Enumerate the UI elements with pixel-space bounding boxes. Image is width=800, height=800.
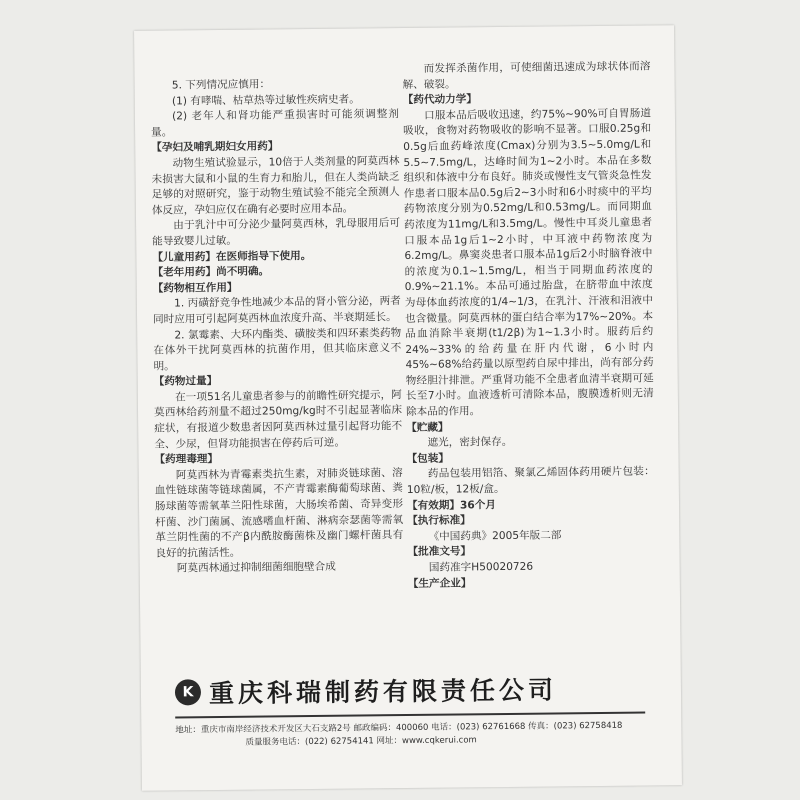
section-heading: 【老年用药】尚不明确。 <box>152 265 270 279</box>
paragraph: 2. 氯霉素、大环内酯类、磺胺类和四环素类药物在体外干扰阿莫西林的抗菌作用，但其临床意义不明。 <box>153 326 402 373</box>
paragraph: 由于乳汁中可分泌少量阿莫西林，乳母服用后可能导致婴儿过敏。 <box>152 217 401 248</box>
paragraph: 在一项51名儿童患者参与的前瞻性研究提示，阿莫西林给药剂量不超过250mg/kg时不引起显著临床症状，有报道少数患者因阿莫西林过量引起肾功能不全、少尿，但肾功能损害在停药后可逆。 <box>153 388 403 451</box>
paragraph: 阿莫西林为青霉素类抗生素，对肺炎链球菌、溶血性链球菌等链球菌属，不产青霉素酶葡萄球菌、粪肠球菌等需氧革兰阳性球菌，大肠埃希菌、奇异变形杆菌、沙门菌属、流感嗜血杆菌、淋病奈瑟菌等需氧革兰阴性菌的不产β内酰胺酶菌株及幽门螺杆菌具有良好的抗菌活性。 <box>154 466 404 560</box>
section-heading: 【儿童用药】在医师指导下使用。 <box>152 249 312 264</box>
paragraph: 5. 下列情况应慎用： <box>171 78 271 92</box>
company-header <box>175 670 645 711</box>
paragraph: 药品包装用铝箔、聚氯乙烯固体药用硬片包装：10粒/板，12板/盒。 <box>406 465 655 497</box>
paragraph: 口服本品后吸收迅速，约75%~90%可自胃肠道吸收，食物对药物吸收的影响不显著。口服0.25g和0.5g后血药峰浓度(Cmax)分别为3.5~5.0mg/L和5.5~7.5mg/L，达峰时间为1~2小时。本品在多数组织和体液中分布良好。肺炎或慢性支气管炎急性发作患者口服本品0.5g后2~3小时和6小时痰中的平均药物浓度分别为0.52mg/L和0.53mg/L。而同期血药浓度为11mg/L和3.5mg/L。慢性中耳炎儿童患者口服本品1g后1~2小时，中耳液中药物浓度为6.2mg/L。鼻窦炎患者口服本品1g后2小时脑脊液中的浓度为0.1~1.5mg/L，相当于同期血药浓度的0.9%~21.1%。本品可通过胎盘，在脐带血中浓度为母体血药浓度的1/4~1/3，在乳汁、汗液和泪液中也含微量。阿莫西林的蛋白结合率为17%~20%。本品血消除半衰期(t1/2β)为1~1.3小时。服药后约24%~33%的给药量在肝内代谢，6小时内45%~68%给药量以原型药自尿中排出，尚有部分药物经胆汁排泄。严重肾功能不全患者血清半衰期可延长至7小时。血液透析可清除本品，腹膜透析则无清除本品的作用。 <box>403 107 654 419</box>
section-heading: 【药理毒理】 <box>154 453 219 466</box>
section-heading: 【生产企业】 <box>407 576 472 590</box>
divider <box>175 712 645 719</box>
section-heading: 【有效期】36个月 <box>406 498 496 512</box>
company-logo-icon: K <box>175 679 201 705</box>
section-heading: 【药代动力学】 <box>402 93 477 107</box>
manufacturer-footer <box>175 670 646 751</box>
section-heading: 【药物相互作用】 <box>152 281 238 295</box>
left-text-column <box>151 76 404 578</box>
paragraph: 遮光，密封保存。 <box>427 436 513 450</box>
section-heading: 【执行标准】 <box>407 514 471 528</box>
paragraph: 国药准字H50020726 <box>428 560 534 574</box>
paragraph: 动物生殖试验显示，10倍于人类剂量的阿莫西林未损害大鼠和小鼠的生育力和胎儿，但在人类尚缺乏足够的对照研究，鉴于动物生殖试验不能完全预测人体反应，孕妇应仅在确有必要时应用本品。 <box>151 155 400 217</box>
section-heading: 【贮藏】 <box>406 421 449 434</box>
company-name: 重庆科瑞制药有限责任公司 <box>208 675 558 709</box>
address-line: 地址：重庆市南岸经济技术开发区大石支路2号 邮政编码：400060 电话：(023) 62761668 传真：(023) 62758418 <box>175 720 623 736</box>
section-heading: 【药物过量】 <box>153 375 218 388</box>
paragraph: 而发挥杀菌作用，可使细菌迅速成为球状体而溶解、破裂。 <box>402 60 651 91</box>
section-heading: 【批准文号】 <box>407 545 472 559</box>
paragraph: 阿莫西林通过抑制细菌细胞壁合成 <box>176 561 336 575</box>
leaflet-paper <box>134 25 682 791</box>
right-text-column <box>402 59 656 592</box>
section-heading: 【孕妇及哺乳期妇女用药】 <box>151 140 279 155</box>
paragraph: 《中国药典》2005年版二部 <box>428 529 562 543</box>
service-line: 质量服务电话：(022) 62754141 网址：www.cqkerui.com <box>245 735 477 748</box>
paragraph: 1. 丙磺舒竞争性地减少本品的肾小管分泌，两者同时应用可引起阿莫西林血浓度升高、半衰期延长。 <box>152 295 401 326</box>
paragraph: (1) 有哮喘、枯草热等过敏性疾病史者。 <box>171 93 360 108</box>
section-heading: 【包装】 <box>406 452 449 465</box>
paragraph: (2) 老年人和肾功能严重损害时可能须调整剂量。 <box>151 108 399 139</box>
